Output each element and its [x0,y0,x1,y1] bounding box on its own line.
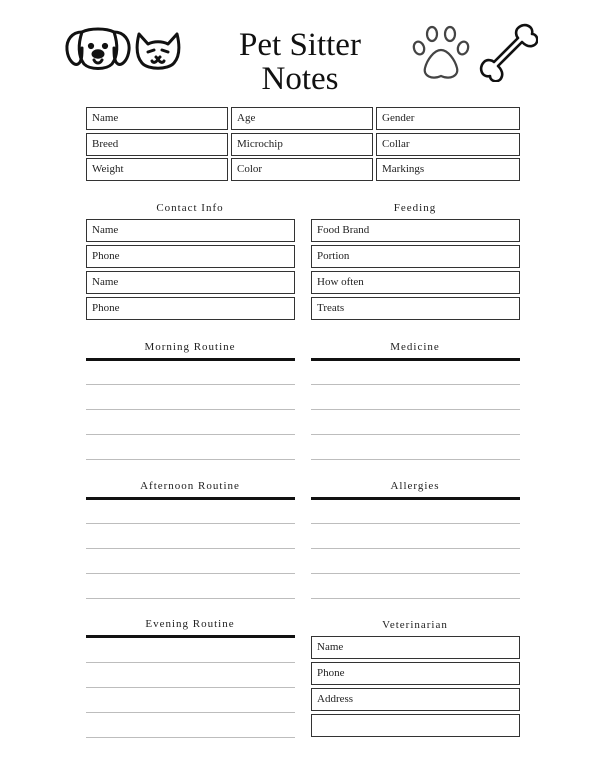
veterinarian-heading: Veterinarian [382,619,448,631]
pet-weight-field[interactable]: Weight [86,158,228,181]
contact-phone-field-2[interactable]: Phone [86,297,295,320]
allergies-line[interactable] [311,523,520,524]
page-title [200,28,400,96]
bone-icon [478,22,538,82]
afternoon-routine-line[interactable] [86,523,295,524]
medicine-line[interactable] [311,459,520,460]
allergies-divider [311,497,520,500]
evening-routine-line[interactable] [86,737,295,738]
pet-microchip-field[interactable]: Microchip [231,133,373,156]
vet-name-field[interactable]: Name [311,636,520,659]
contact-phone-field[interactable]: Phone [86,245,295,268]
contact-info-heading: Contact Info [156,202,224,214]
pet-age-field[interactable]: Age [231,107,373,130]
portion-field[interactable]: Portion [311,245,520,268]
cat-icon [134,30,182,72]
food-brand-field[interactable]: Food Brand [311,219,520,242]
feeding-heading: Feeding [393,202,437,214]
morning-routine-line[interactable] [86,434,295,435]
title-line-2: Notes [261,61,339,97]
evening-routine-line[interactable] [86,712,295,713]
title-line-1: Pet Sitter [239,27,361,63]
medicine-divider [311,358,520,361]
pet-markings-field[interactable]: Markings [376,158,520,181]
afternoon-routine-heading: Afternoon Routine [140,480,240,492]
pet-color-field[interactable]: Color [231,158,373,181]
medicine-line[interactable] [311,434,520,435]
evening-routine-line[interactable] [86,662,295,663]
morning-routine-line[interactable] [86,409,295,410]
afternoon-routine-line[interactable] [86,548,295,549]
medicine-heading: Medicine [390,341,440,353]
medicine-line[interactable] [311,384,520,385]
medicine-line[interactable] [311,409,520,410]
pet-breed-field[interactable]: Breed [86,133,228,156]
evening-routine-heading: Evening Routine [145,618,235,630]
morning-routine-line[interactable] [86,384,295,385]
pet-name-field[interactable]: Name [86,107,228,130]
morning-routine-heading: Morning Routine [144,341,236,353]
pet-gender-field[interactable]: Gender [376,107,520,130]
allergies-line[interactable] [311,548,520,549]
afternoon-routine-divider [86,497,295,500]
paw-icon [412,24,470,82]
allergies-line[interactable] [311,573,520,574]
pet-collar-field[interactable]: Collar [376,133,520,156]
afternoon-routine-line[interactable] [86,573,295,574]
contact-name-field[interactable]: Name [86,219,295,242]
vet-extra-field[interactable] [311,714,520,737]
morning-routine-divider [86,358,295,361]
allergies-line[interactable] [311,598,520,599]
contact-name-field-2[interactable]: Name [86,271,295,294]
evening-routine-divider [86,635,295,638]
allergies-heading: Allergies [390,480,440,492]
treats-field[interactable]: Treats [311,297,520,320]
morning-routine-line[interactable] [86,459,295,460]
how-often-field[interactable]: How often [311,271,520,294]
afternoon-routine-line[interactable] [86,598,295,599]
evening-routine-line[interactable] [86,687,295,688]
vet-phone-field[interactable]: Phone [311,662,520,685]
dog-icon [64,26,132,72]
vet-address-field[interactable]: Address [311,688,520,711]
